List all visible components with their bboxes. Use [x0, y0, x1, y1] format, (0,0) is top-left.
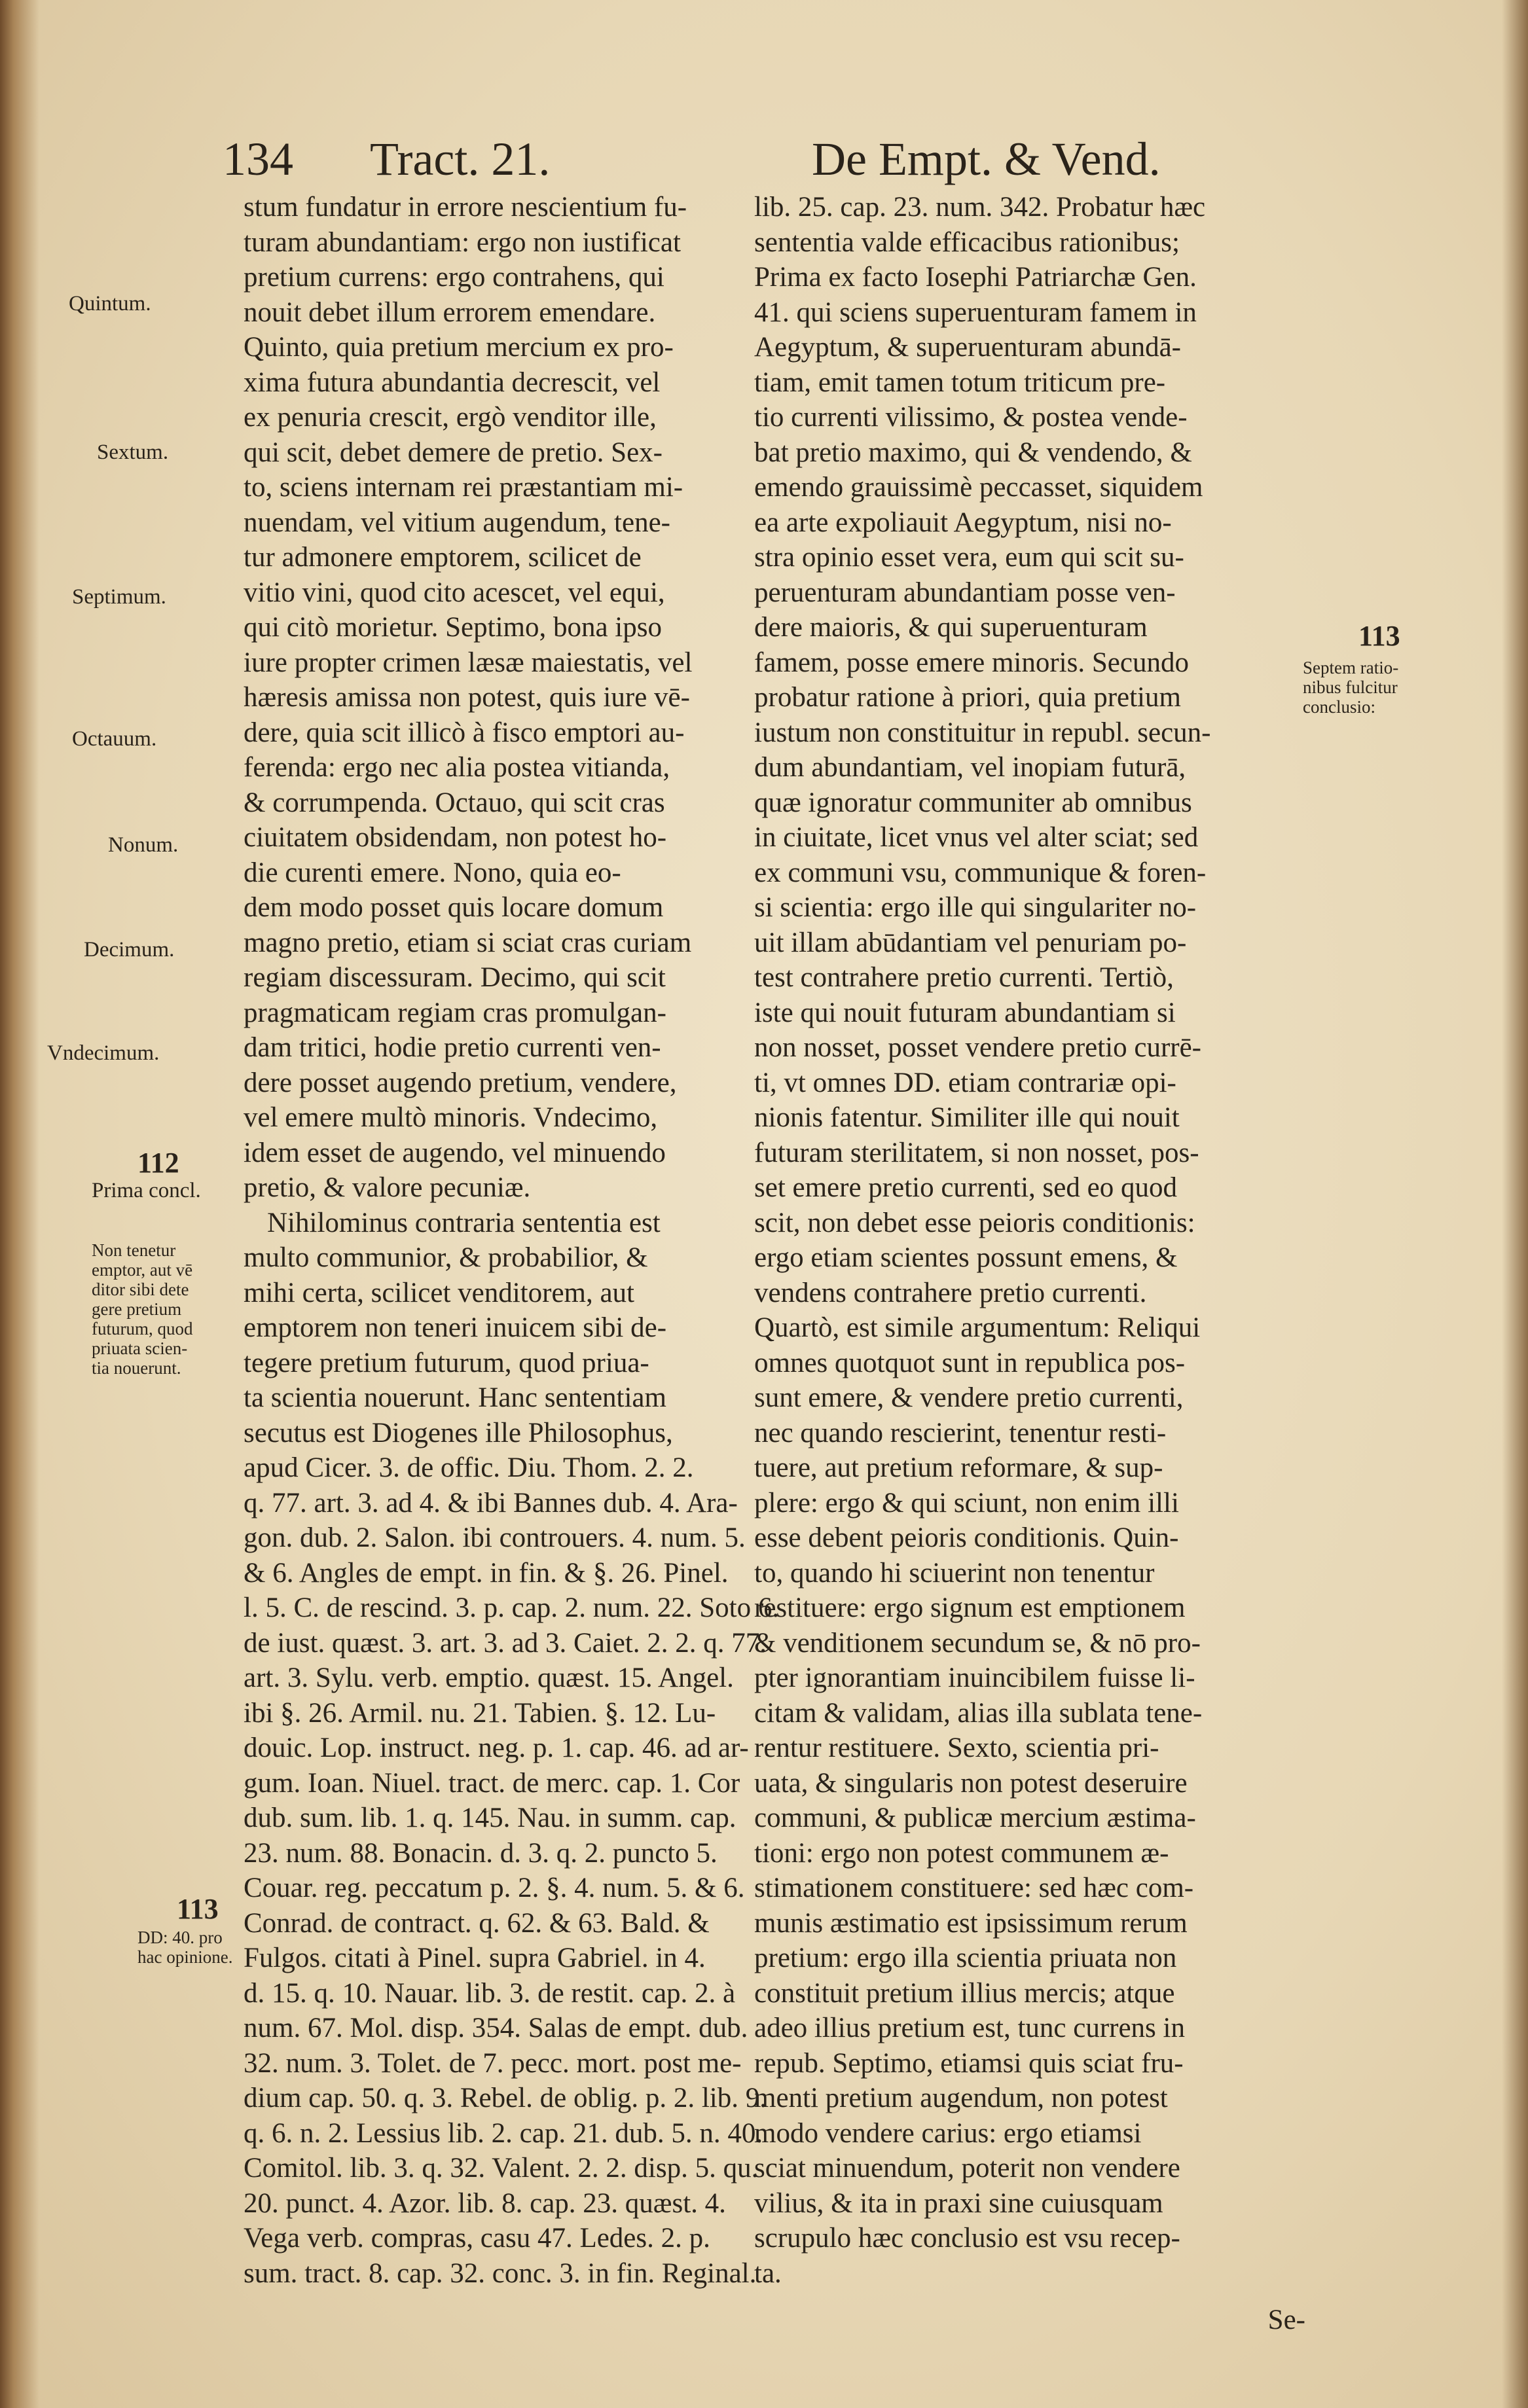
left-column-line: stum fundatur in errore nescientium fu- — [244, 192, 687, 223]
right-column-line: futuram sterilitatem, si non nosset, pos- — [754, 1137, 1199, 1168]
left-column-line: turam abundantiam: ergo non iustificat — [244, 226, 681, 258]
right-column-line: iste qui nouit futuram abundantiam si — [754, 997, 1176, 1028]
right-column-line: adeo illius pretium est, tunc currens in — [754, 2013, 1185, 2043]
right-column-line: & venditionem secundum se, & nō pro- — [754, 1627, 1201, 1659]
left-column-line: douic. Lop. instruct. neg. p. 1. cap. 46. ad ar- — [244, 1733, 749, 1763]
right-column-line: tio currenti vilissimo, & postea vende- — [754, 402, 1188, 433]
right-text-column — [754, 190, 1298, 2291]
left-column-line: & 6. Angles de empt. in fin. & §. 26. Pinel. — [244, 1557, 729, 1589]
tract-label: Tract. 21. — [370, 133, 551, 185]
right-column-line: tioni: ergo non potest communem æ- — [754, 1837, 1169, 1869]
left-column-line: emptorem non teneri inuicem sibi de- — [244, 1312, 667, 1343]
margin-note-non-tenetur — [92, 1240, 193, 1378]
margin-note-vndecimum: Vndecimum. — [47, 1041, 160, 1065]
margin-note-line: emptor, aut vē — [92, 1260, 193, 1280]
right-column-line: nec quando rescierint, tenentur resti- — [754, 1417, 1167, 1448]
left-column-line: sum. tract. 8. cap. 32. conc. 3. in fin. Reginal. — [244, 2257, 757, 2289]
right-column-line: 41. qui sciens superuenturam famem in — [754, 297, 1197, 328]
left-column-line: l. 5. C. de rescind. 3. p. cap. 2. num. 22. Soto 6. — [244, 1592, 780, 1623]
left-column-line: tur admonere emptorem, scilicet de — [244, 542, 642, 573]
right-column-line: repub. Septimo, etiamsi quis sciat fru- — [754, 2047, 1184, 2079]
right-column-line: stimationem constituere: sed hæc com- — [754, 1873, 1194, 1903]
right-column-line: pter ignorantiam inuincibilem fuisse li- — [754, 1662, 1195, 1693]
left-column-line: Comitol. lib. 3. q. 32. Valent. 2. 2. disp. 5. qu. — [244, 2153, 759, 2183]
right-column-line: vilius, & ita in praxi sine cuiusquam — [754, 2187, 1163, 2219]
margin-note-dd-40 — [137, 1928, 232, 1967]
left-column-line: Couar. reg. peccatum p. 2. §. 4. num. 5. & 6. — [244, 1873, 745, 1903]
right-column-line: nionis fatentur. Similiter ille qui nouit — [754, 1102, 1180, 1133]
margin-note-quintum: Quintum. — [69, 292, 151, 315]
right-column-line: famem, posse emere minoris. Secundo — [754, 647, 1189, 678]
catchword: Se- — [1267, 2305, 1305, 2335]
margin-note-nonum: Nonum. — [108, 833, 179, 857]
left-text-column — [244, 190, 780, 2291]
left-column-line: nuendam, vel vitium augendum, tene- — [244, 507, 670, 538]
left-column-line: Conrad. de contract. q. 62. & 63. Bald. & — [244, 1907, 710, 1939]
right-column-line: set emere pretio currenti, sed eo quod — [754, 1172, 1177, 1203]
right-column-line: non nosset, posset vendere pretio currē- — [754, 1032, 1202, 1063]
left-column-line: mihi certa, scilicet venditorem, aut — [244, 1277, 635, 1308]
left-column-line: dub. sum. lib. 1. q. 145. Nau. in summ. cap. — [244, 1803, 737, 1833]
right-column-line: iustum non constituitur in republ. secun- — [754, 717, 1211, 748]
margin-note-line: tia nouerunt. — [92, 1358, 181, 1378]
margin-note-line: futurum, quod — [92, 1319, 193, 1339]
right-column-line: uit illam abūdantiam vel penuriam po- — [754, 927, 1187, 958]
margin-note-prima-concl: Prima concl. — [92, 1179, 201, 1202]
right-column-line: ex communi vsu, communique & foren- — [754, 857, 1207, 888]
right-column-line: ea arte expoliauit Aegyptum, nisi no- — [754, 507, 1172, 538]
left-column-line: apud Cicer. 3. de offic. Diu. Thom. 2. 2. — [244, 1452, 694, 1483]
right-column-line: lib. 25. cap. 23. num. 342. Probatur hæc — [754, 192, 1206, 223]
left-column-line: Quinto, quia pretium mercium ex pro- — [244, 332, 674, 363]
left-column-line: gum. Ioan. Niuel. tract. de merc. cap. 1. Cor — [244, 1767, 740, 1799]
left-column-line: gon. dub. 2. Salon. ibi controuers. 4. num. 5. — [244, 1522, 746, 1553]
right-column-line: restituere: ergo signum est emptionem — [754, 1592, 1186, 1623]
left-column-line: num. 67. Mol. disp. 354. Salas de empt. dub. — [244, 2013, 748, 2043]
margin-section-number-113-left: 113 — [177, 1893, 219, 1925]
left-column-line: dem modo posset quis locare domum — [244, 892, 664, 923]
margin-note-sextum: Sextum. — [97, 440, 169, 464]
margin-note-line: Septem ratio- — [1303, 658, 1399, 677]
left-column-line: regiam discessuram. Decimo, qui scit — [244, 962, 666, 993]
left-column-line: 32. num. 3. Tolet. de 7. pecc. mort. post me- — [244, 2047, 742, 2079]
right-column-line: peruenturam abundantiam posse ven- — [754, 577, 1176, 608]
left-column-line: pretium currens: ergo contrahens, qui — [244, 262, 664, 293]
margin-section-number-112: 112 — [137, 1147, 179, 1179]
left-column-line: 23. num. 88. Bonacin. d. 3. q. 2. puncto 5. — [244, 1837, 718, 1869]
margin-note-line: hac opinione. — [137, 1947, 233, 1967]
left-column-line: secutus est Diogenes ille Philosophus, — [244, 1417, 673, 1448]
left-column-line: de iust. quæst. 3. art. 3. ad 3. Caiet. 2. 2. q. 77. — [244, 1627, 767, 1659]
left-column-line: q. 6. n. 2. Lessius lib. 2. cap. 21. dub. 5. n. 40. — [244, 2117, 763, 2149]
right-column-line: menti pretium augendum, non potest — [754, 2083, 1168, 2113]
margin-note-octauum: Octauum. — [72, 727, 157, 751]
right-column-line: vendens contrahere pretio currenti. — [754, 1277, 1147, 1308]
left-column-line: ex penuria crescit, ergò venditor ille, — [244, 402, 657, 433]
right-column-line: sententia valde efficacibus rationibus; — [754, 226, 1180, 258]
right-column-line: in ciuitate, licet vnus vel alter sciat; sed — [754, 822, 1199, 853]
right-column-line: constituit pretium illius mercis; atque — [754, 1977, 1175, 2009]
right-column-line: tuere, aut pretium reformare, & sup- — [754, 1452, 1163, 1483]
left-column-line: Vega verb. compras, casu 47. Ledes. 2. p. — [244, 2223, 710, 2254]
right-column-line: dum abundantiam, vel inopiam futurā, — [754, 752, 1186, 783]
margin-note-decimum: Decimum. — [84, 938, 175, 961]
left-column-line: tegere pretium futurum, quod priua- — [244, 1347, 649, 1378]
left-column-line: ferenda: ergo nec alia postea vitianda, — [244, 752, 670, 783]
left-column-line: pretio, & valore pecuniæ. — [244, 1172, 531, 1203]
right-column-line: ergo etiam scientes possunt emens, & — [754, 1242, 1178, 1273]
page-number: 134 — [223, 133, 293, 185]
left-column-line: dere, quia scit illicò à fisco emptori au- — [244, 717, 685, 748]
right-column-line: modo vendere carius: ergo etiamsi — [754, 2117, 1142, 2149]
right-column-line: si scientia: ergo ille qui singulariter no- — [754, 892, 1197, 923]
right-column-line: bat pretio maximo, qui & vendendo, & — [754, 437, 1192, 468]
left-column-line: d. 15. q. 10. Nauar. lib. 3. de restit. cap. 2. à — [244, 1977, 736, 2009]
left-column-line: Nihilominus contraria sententia est — [267, 1207, 661, 1238]
left-column-line: & corrumpenda. Octauo, qui scit cras — [244, 787, 665, 818]
margin-note-line: nibus fulcitur — [1303, 677, 1398, 697]
right-column-line: test contrahere pretio currenti. Tertiò, — [754, 962, 1174, 993]
running-title: De Empt. & Vend. — [812, 133, 1161, 185]
left-column-line: ibi §. 26. Armil. nu. 21. Tabien. §. 12. Lu- — [244, 1697, 716, 1729]
left-column-line: dam tritici, hodie pretio currenti ven- — [244, 1032, 661, 1063]
right-column-line: Prima ex facto Iosephi Patriarchæ Gen. — [754, 262, 1197, 293]
margin-note-line: DD: 40. pro — [137, 1928, 223, 1947]
left-column-line: iure propter crimen læsæ maiestatis, vel — [244, 647, 693, 678]
right-column-line: tiam, emit tamen totum triticum pre- — [754, 367, 1166, 398]
left-column-line: qui citò morietur. Septimo, bona ipso — [244, 612, 662, 643]
running-header — [223, 123, 1336, 195]
right-column-line: uata, & singularis non potest deseruire — [754, 1767, 1188, 1799]
right-column-line: probatur ratione à priori, quia pretium — [754, 682, 1181, 713]
right-column-line: pretium: ergo illa scientia priuata non — [754, 1943, 1177, 1973]
margin-section-number-113-right: 113 — [1358, 620, 1400, 652]
right-column-line: esse debent peioris conditionis. Quin- — [754, 1522, 1179, 1553]
margin-note-line: Non tenetur — [92, 1240, 176, 1260]
left-column-line: xima futura abundantia decrescit, vel — [244, 367, 661, 398]
left-column-line: pragmaticam regiam cras promulgan- — [244, 997, 666, 1028]
left-column-line: 20. punct. 4. Azor. lib. 8. cap. 23. quæst. 4. — [244, 2187, 726, 2219]
margin-note-septem-rationibus — [1303, 658, 1398, 717]
left-column-line: q. 77. art. 3. ad 4. & ibi Bannes dub. 4. Ara- — [244, 1487, 738, 1518]
left-column-line: ta scientia nouerunt. Hanc sententiam — [244, 1382, 666, 1413]
right-column-line: stra opinio esset vera, eum qui scit su- — [754, 542, 1184, 573]
right-column-line: emendo grauissimè peccasset, siquidem — [754, 472, 1203, 503]
right-column-line: munis æstimatio est ipsissimum rerum — [754, 1907, 1188, 1939]
right-column-line: rentur restituere. Sexto, scientia pri- — [754, 1733, 1159, 1763]
page-gutter-shadow — [0, 0, 39, 2408]
right-column-line: Aegyptum, & superuenturam abundā- — [754, 332, 1181, 363]
left-column-line: vel emere multò minoris. Vndecimo, — [244, 1102, 658, 1133]
right-column-line: scrupulo hæc conclusio est vsu recep- — [754, 2223, 1180, 2254]
right-column-line: ti, vt omnes DD. etiam contrariæ opi- — [754, 1067, 1176, 1098]
right-column-line: dere maioris, & qui superuenturam — [754, 612, 1148, 643]
right-column-line: communi, & publicæ mercium æstima- — [754, 1803, 1196, 1833]
right-column-line: plere: ergo & qui sciunt, non enim illi — [754, 1487, 1179, 1518]
right-column-line: sciat minuendum, poterit non vendere — [754, 2153, 1180, 2183]
left-column-line: dium cap. 50. q. 3. Rebel. de oblig. p. 2. lib. 9. — [244, 2083, 767, 2113]
right-column-line: scit, non debet esse peioris conditionis: — [754, 1207, 1195, 1238]
page-edge-shadow — [1502, 0, 1528, 2408]
right-column-line: citam & validam, alias illa sublata tene- — [754, 1697, 1203, 1729]
right-column-line: omnes quotquot sunt in republica pos- — [754, 1347, 1186, 1378]
left-column-line: to, sciens internam rei præstantiam mi- — [244, 472, 683, 503]
left-column-line: nouit debet illum errorem emendare. — [244, 297, 656, 328]
left-column-line: dere posset augendo pretium, vendere, — [244, 1067, 677, 1098]
margin-note-line: priuata scien- — [92, 1339, 188, 1358]
right-column-line: ta. — [754, 2257, 782, 2289]
left-column-line: qui scit, debet demere de pretio. Sex- — [244, 437, 663, 468]
right-column-line: quæ ignoratur communiter ab omnibus — [754, 787, 1192, 818]
left-column-line: multo communior, & probabilior, & — [244, 1242, 648, 1273]
margin-note-line: conclusio: — [1303, 697, 1375, 717]
left-column-line: hæresis amissa non potest, quis iure vē- — [244, 682, 690, 713]
right-column-line: to, quando hi sciuerint non tenentur — [754, 1557, 1155, 1589]
right-column-line: Quartò, est simile argumentum: Reliqui — [754, 1312, 1201, 1343]
left-column-line: vitio vini, quod cito acescet, vel equi, — [244, 577, 665, 608]
left-column-line: magno pretio, etiam si sciat cras curiam — [244, 927, 692, 958]
left-column-line: ciuitatem obsidendam, non potest ho- — [244, 822, 667, 853]
right-column-line: sunt emere, & vendere pretio currenti, — [754, 1382, 1184, 1413]
left-column-line: Fulgos. citati à Pinel. supra Gabriel. in 4. — [244, 1943, 706, 1973]
margin-note-line: ditor sibi dete — [92, 1280, 189, 1299]
left-column-line: idem esset de augendo, vel minuendo — [244, 1137, 666, 1168]
margin-note-septimum: Septimum. — [72, 585, 166, 609]
left-column-line: art. 3. Sylu. verb. emptio. quæst. 15. Angel. — [244, 1662, 734, 1693]
left-column-line: die curenti emere. Nono, quia eo- — [244, 857, 621, 888]
margin-note-line: gere pretium — [92, 1299, 182, 1319]
